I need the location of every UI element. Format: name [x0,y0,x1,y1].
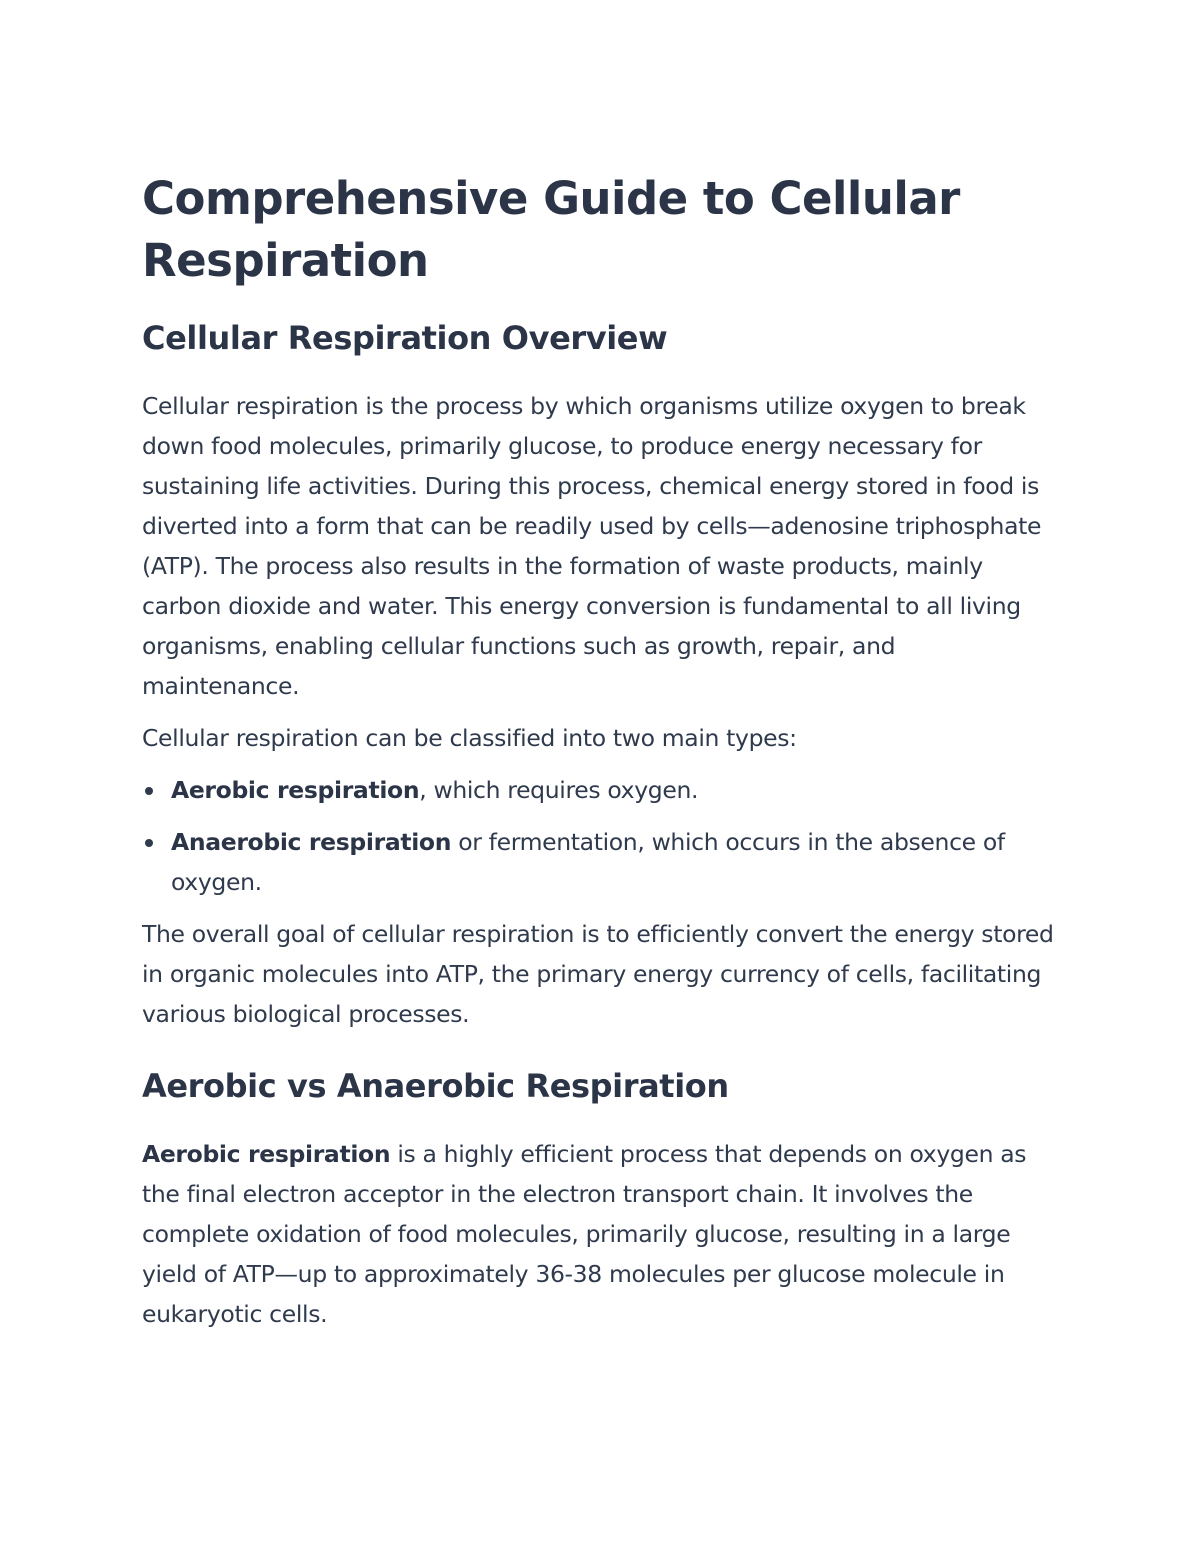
bullet-icon [145,787,153,795]
list-item-text: , which requires oxygen. [419,776,699,804]
section-heading-aerobic-vs-anaerobic: Aerobic vs Anaerobic Respiration [142,1067,729,1105]
aerobic-paragraph [142,1134,1058,1334]
list-item [142,770,1058,810]
overview-closing-paragraph: The overall goal of cellular respiration is to efficiently convert the energy stored in organic molecules into ATP, the primary energy currency of cells, facilitating various biological processes. [142,920,1054,1028]
aerobic-paragraph-bold: Aerobic respiration [142,1140,391,1168]
list-item-bold: Anaerobic respiration [171,828,452,856]
types-intro-paragraph: Cellular respiration can be classified into two main types: [142,724,797,752]
bullet-icon [145,839,153,847]
list-item-bold: Aerobic respiration [171,776,420,804]
list-item [142,822,1058,902]
overview-paragraph: Cellular respiration is the process by which organisms utilize oxygen to break down food molecules, primarily glucose, to produce energy necessary for sustaining life activities. During this process, chemical energy stored in food is diverted into a form that can be readily used by cells—adenosine triphosphate (ATP). The process also results in the formation of waste products, mainly carbon dioxide and water. This energy conversion is fundamental to all living organisms, enabling cellular functions such as growth, repair, and maintenance. [142,392,1042,700]
document-title: Comprehensive Guide to Cellular Respiration [142,172,960,287]
section-heading-overview: Cellular Respiration Overview [142,319,668,357]
respiration-types-list [142,770,1058,902]
aerobic-paragraph-text: is a highly efficient process that depends on oxygen as the final electron acceptor in the electron transport chain. It involves the complete oxidation of food molecules, primarily glucose, resulting in a large yield of ATP—up to approximately 36-38 molecules per glucose molecule in eukaryotic cells. [142,1140,1027,1328]
document-page [142,168,1058,1334]
list-item-text: or fermentation, which occurs in the absence of oxygen. [171,828,1005,896]
